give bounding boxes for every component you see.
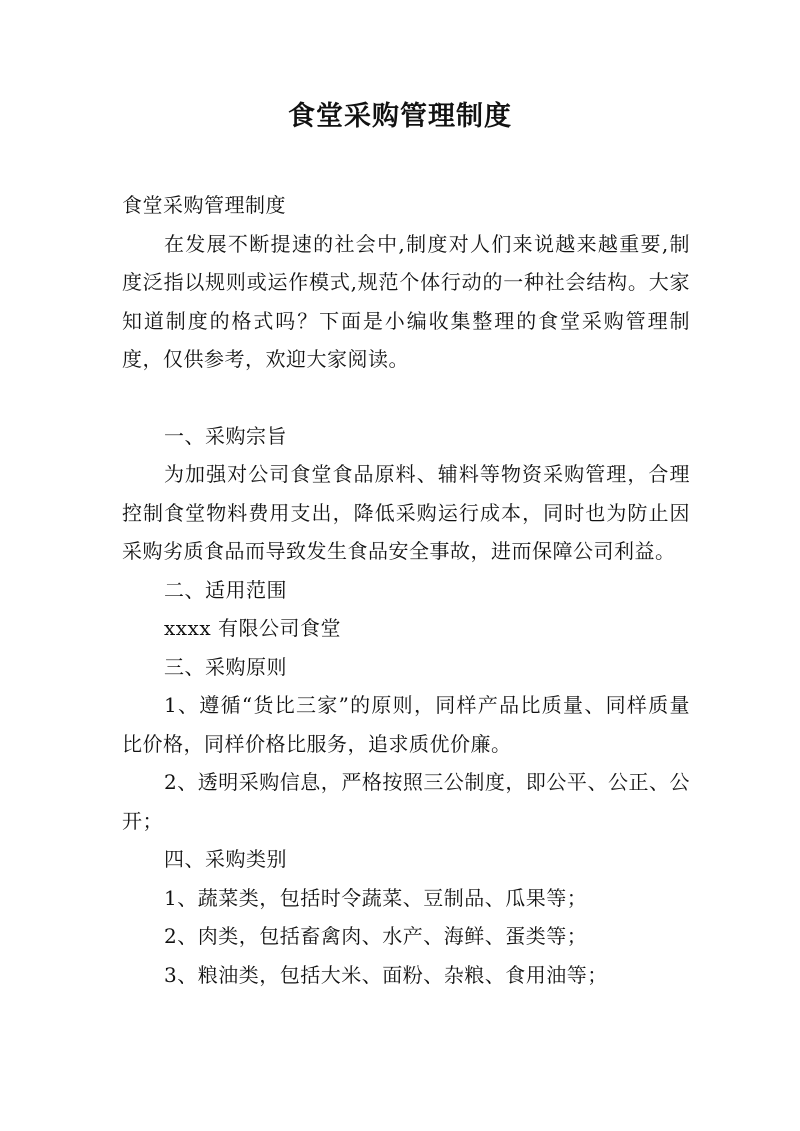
section-heading-purpose: 一、采购宗旨 [164, 423, 287, 448]
principle-item: 1、遵循“货比三家”的原则，同样产品比质量、同样质量比价格，同样价格比服务，追求质优价廉。 [122, 693, 690, 756]
section-heading-principles: 三、采购原则 [164, 654, 287, 679]
section-heading-categories: 四、采购类别 [164, 847, 287, 871]
scope-paragraph: xxxx 有限公司食堂 [164, 616, 341, 640]
principle-item: 2、透明采购信息，严格按照三公制度，即公平、公正、公开； [122, 770, 690, 833]
document-body [122, 186, 690, 994]
category-item: 1、蔬菜类，包括时令蔬菜、豆制品、瓜果等； [164, 885, 588, 910]
section-heading-scope: 二、适用范围 [164, 577, 287, 602]
purpose-paragraph: 为加强对公司食堂食品原料、辅料等物资采购管理，合理控制食堂物料费用支出，降低采购运行成本，同时也为防止因采购劣质食品而导致发生食品安全事故，进而保障公司利益。 [122, 462, 690, 563]
category-item: 2、肉类，包括畜禽肉、水产、海鲜、蛋类等； [164, 924, 588, 948]
document-title: 食堂采购管理制度 [288, 101, 512, 132]
category-item: 3、粮油类，包括大米、面粉、杂粮、食用油等； [164, 962, 608, 987]
document-subtitle: 食堂采购管理制度 [122, 193, 286, 217]
intro-paragraph: 在发展不断提速的社会中,制度对人们来说越来越重要,制度泛指以规则或运作模式,规范个体行动的一种社会结构。大家知道制度的格式吗？下面是小编收集整理的食堂采购管理制度，仅供参考，欢迎大家阅读。 [122, 231, 690, 371]
